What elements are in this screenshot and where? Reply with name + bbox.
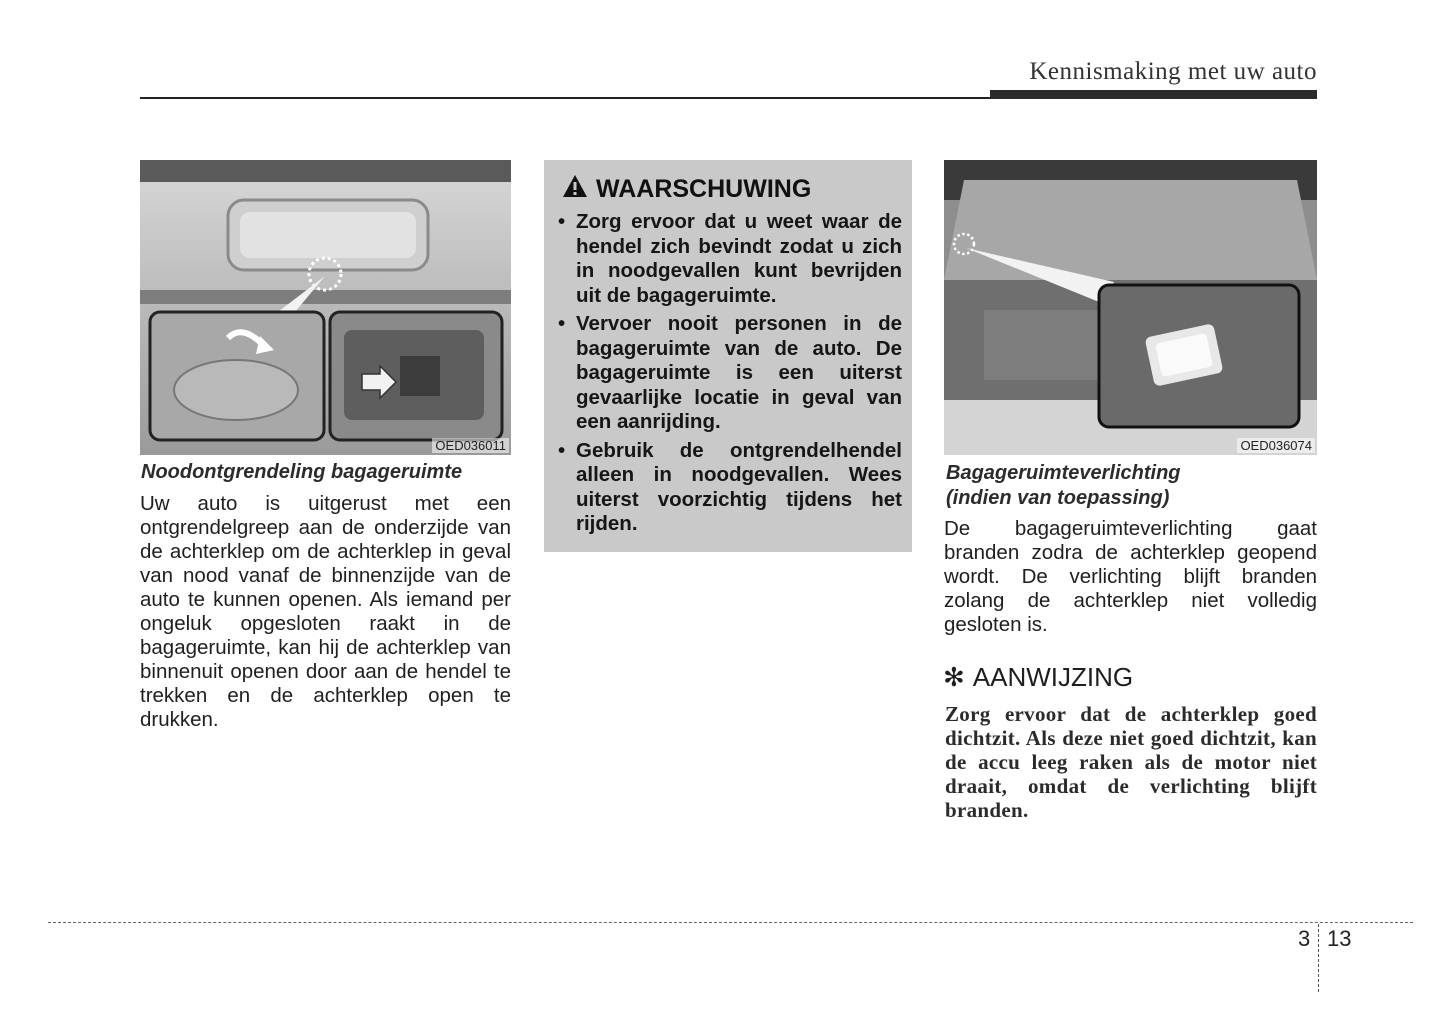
bullet-icon: •	[558, 210, 566, 233]
asterisk-icon: ✻	[943, 662, 965, 692]
header-bar	[990, 90, 1317, 99]
trunk-light-text: De bagageruimteverlichting gaat branden zodra de achterklep geopend wordt. De verlichting blijft branden zolang de achterklep niet volledig gesloten is.	[944, 517, 1317, 636]
figure-code: OED036074	[1237, 438, 1315, 453]
warning-item-text: Gebruik de ontgrendelhendel alleen in noodgevallen. Wees uiterst voorzichtig tijdens het rijden.	[576, 438, 902, 535]
warning-item-text: Zorg ervoor dat u weet waar de hendel zich bevindt zodat u zich in noodgevallen kunt bevrijden uit de bagageruimte.	[576, 210, 902, 307]
page-separator	[1318, 924, 1319, 992]
section-heading-emergency-release: Noodontgrendeling bagageruimte	[141, 461, 463, 483]
note-heading	[943, 662, 1133, 693]
warning-item-text: Vervoer nooit personen in de bagageruimte van de auto. De bagageruimte is een uiterst gevaarlijke locatie in geval van een aanrijding.	[576, 312, 902, 433]
warning-item	[554, 439, 902, 537]
page-number: 13	[1327, 926, 1352, 951]
warning-triangle-icon	[562, 174, 588, 205]
tailgate-release-illustration	[140, 160, 511, 455]
warning-heading	[562, 174, 811, 205]
note-text: Zorg ervoor dat de achterklep goed dichtzit. Als deze niet goed dichtzit, kan de accu leeg raken als de motor niet draait, omdat de verlichting blijft branden.	[945, 702, 1317, 822]
section-heading-trunk-light: Bagageruimteverlichting	[946, 462, 1181, 484]
warning-list	[554, 210, 902, 541]
trunk-light-figure	[944, 160, 1317, 455]
footer-rule	[48, 922, 1413, 923]
warning-item	[554, 210, 902, 308]
chapter-number: 3	[1298, 926, 1311, 951]
trunk-light-illustration	[944, 160, 1317, 455]
emergency-release-text: Uw auto is uitgerust met een ontgrendelgreep aan de onderzijde van de achterklep om de achterklep in geval van nood vanaf de binnenzijde van de auto te kunnen openen. Als iemand per ongeluk opgesloten raakt in de bagageruimte, kan hij de achterklep van binnenuit openen door aan de hendel te trekken en de achterklep open te drukken.	[140, 492, 511, 731]
tailgate-release-figure	[140, 160, 511, 455]
warning-title: WAARSCHUWING	[596, 175, 812, 203]
warning-item	[554, 312, 902, 435]
bullet-icon: •	[558, 312, 566, 335]
warning-box	[544, 160, 912, 552]
chapter-title: Kennismaking met uw auto	[1029, 58, 1317, 85]
bullet-icon: •	[558, 438, 566, 462]
figure-code: OED036011	[432, 438, 509, 453]
note-title: AANWIJZING	[972, 662, 1134, 692]
section-subheading-applicability: (indien van toepassing)	[946, 487, 1170, 509]
